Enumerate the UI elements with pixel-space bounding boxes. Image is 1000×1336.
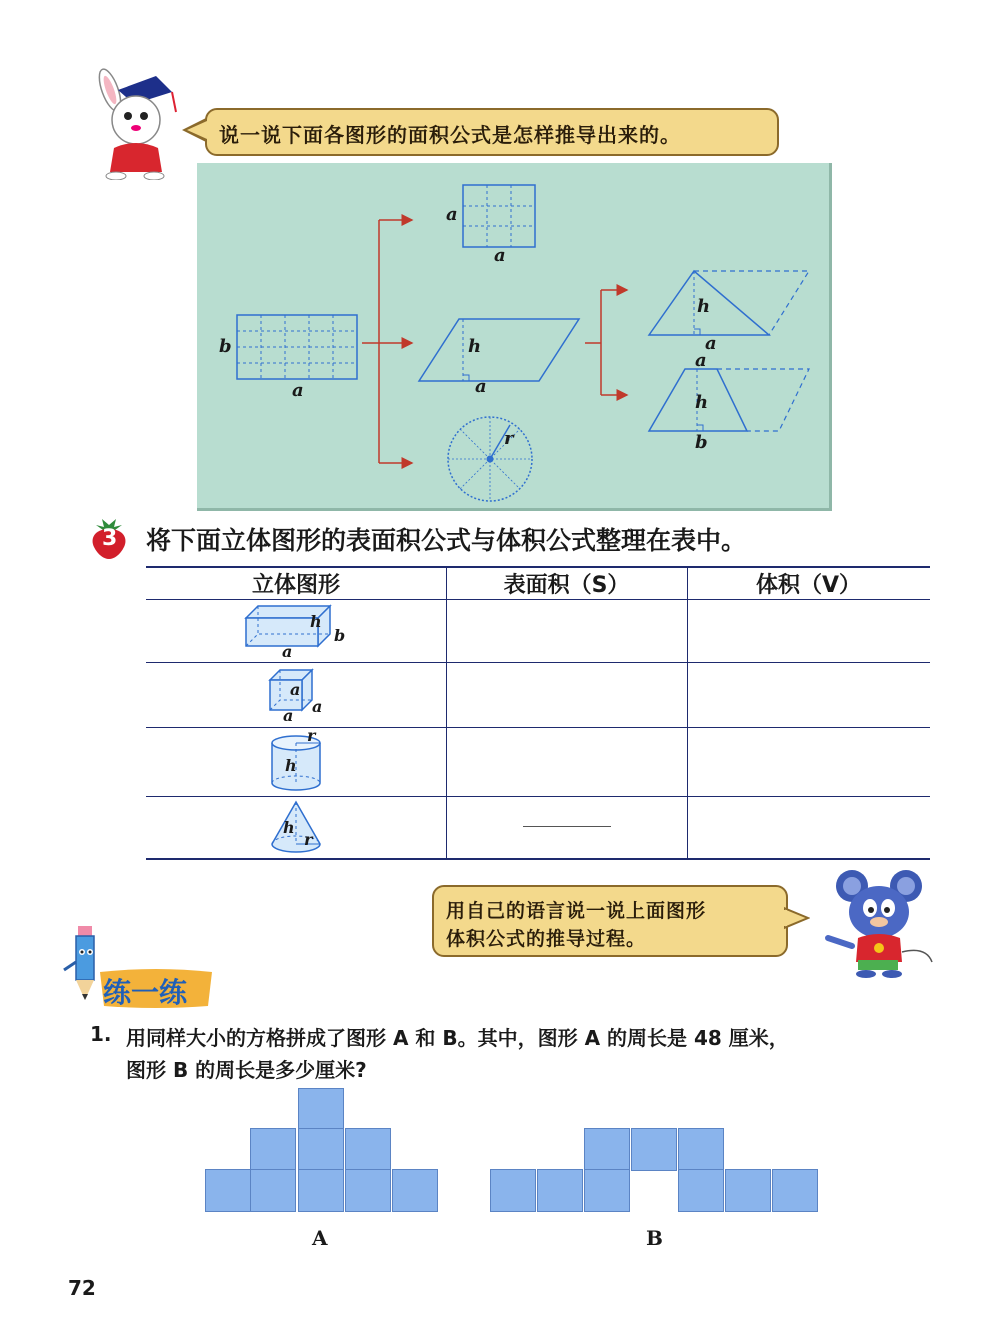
table-bottom-rule bbox=[146, 858, 930, 860]
cone-icon bbox=[268, 800, 328, 856]
rectangle-shape bbox=[237, 315, 357, 379]
speech-bubble-line2: 体积公式的推导过程。 bbox=[446, 928, 647, 950]
grid-cell bbox=[250, 1128, 296, 1171]
speech-bubble-mid bbox=[432, 885, 788, 957]
grid-cell bbox=[345, 1128, 391, 1171]
mouse-mascot-icon bbox=[822, 866, 936, 978]
trap-label-a: a bbox=[695, 350, 707, 371]
problem-text-line1: 用同样大小的方格拼成了图形 A 和 B。其中，图形 A 的周长是 48 厘米， bbox=[126, 1026, 789, 1050]
speech-bubble-tail-fill bbox=[187, 121, 207, 139]
area-derivation-diagram bbox=[197, 163, 829, 508]
cube-label-a-bottom: a bbox=[283, 706, 294, 725]
speech-bubble-tail-right bbox=[784, 906, 810, 930]
grid-cell bbox=[490, 1169, 536, 1212]
problem-number: 1. bbox=[90, 1022, 112, 1046]
grid-cell bbox=[537, 1169, 583, 1212]
grid-cell bbox=[250, 1169, 296, 1212]
rect-label-b: b bbox=[219, 336, 232, 357]
trap-label-b: b bbox=[695, 432, 708, 453]
table-col-divider bbox=[446, 566, 447, 859]
grid-cell bbox=[205, 1169, 251, 1212]
table-header-volume: 体积（V） bbox=[755, 573, 862, 598]
speech-bubble-text: 说一说下面各图形的面积公式是怎样推导出来的。 bbox=[219, 123, 681, 147]
parallelogram-shape bbox=[419, 319, 579, 381]
table-row-rule bbox=[146, 727, 930, 728]
para-label-a: a bbox=[475, 376, 487, 397]
rect-label-a: a bbox=[292, 380, 304, 401]
grid-cell bbox=[678, 1128, 724, 1171]
tri-label-h: h bbox=[697, 296, 711, 317]
rabbit-mascot-icon bbox=[88, 68, 184, 180]
tri-label-a: a bbox=[705, 333, 717, 354]
grid-cell bbox=[631, 1128, 677, 1171]
grid-cell bbox=[584, 1169, 630, 1212]
cuboid-label-h: h bbox=[310, 612, 322, 631]
section-title: 将下面立体图形的表面积公式与体积公式整理在表中。 bbox=[146, 526, 747, 555]
cuboid-label-b: b bbox=[334, 626, 346, 645]
figure-a-label: A bbox=[312, 1226, 328, 1250]
table-header-rule bbox=[146, 599, 930, 600]
triangle-shape bbox=[649, 271, 809, 335]
trap-label-h: h bbox=[695, 392, 709, 413]
grid-cell bbox=[345, 1169, 391, 1212]
grid-cell bbox=[725, 1169, 771, 1212]
grid-cell bbox=[298, 1169, 344, 1212]
square-label-side: a bbox=[446, 204, 458, 225]
grid-cell bbox=[584, 1128, 630, 1171]
table-row-rule bbox=[146, 796, 930, 797]
circle-shape bbox=[448, 417, 532, 501]
table-header-shape: 立体图形 bbox=[251, 573, 340, 598]
grid-cell bbox=[772, 1169, 818, 1212]
cylinder-icon bbox=[268, 733, 328, 793]
grid-cell bbox=[392, 1169, 438, 1212]
practice-label: 练一练 bbox=[103, 976, 188, 1009]
table-row-rule bbox=[146, 662, 930, 663]
circle-label-r: r bbox=[504, 428, 514, 449]
cylinder-label-r: r bbox=[307, 726, 316, 745]
cuboid-label-a: a bbox=[282, 642, 293, 661]
trapezoid-shape bbox=[649, 369, 809, 431]
speech-bubble-line1: 用自己的语言说一说上面图形 bbox=[446, 900, 707, 922]
table-header-surface: 表面积（S） bbox=[503, 573, 630, 598]
cone-surface-blank-dash bbox=[523, 826, 611, 827]
cone-label-r: r bbox=[304, 830, 313, 849]
cone-label-h: h bbox=[283, 818, 295, 837]
table-col-divider bbox=[687, 566, 688, 859]
cube-label-a-side: a bbox=[312, 697, 323, 716]
speech-bubble-top bbox=[205, 108, 779, 156]
page-number: 72 bbox=[68, 1276, 96, 1300]
square-shape bbox=[463, 185, 535, 247]
section-number: 3 bbox=[102, 526, 118, 551]
cube-label-a-front: a bbox=[290, 680, 301, 699]
problem-text-line2: 图形 B 的周长是多少厘米? bbox=[126, 1058, 367, 1082]
grid-cell bbox=[298, 1128, 344, 1171]
cylinder-label-h: h bbox=[285, 756, 297, 775]
square-label-bottom: a bbox=[494, 245, 506, 266]
para-label-h: h bbox=[468, 336, 482, 357]
figure-b-label: B bbox=[646, 1226, 663, 1250]
grid-cell bbox=[298, 1088, 344, 1131]
grid-cell bbox=[678, 1169, 724, 1212]
